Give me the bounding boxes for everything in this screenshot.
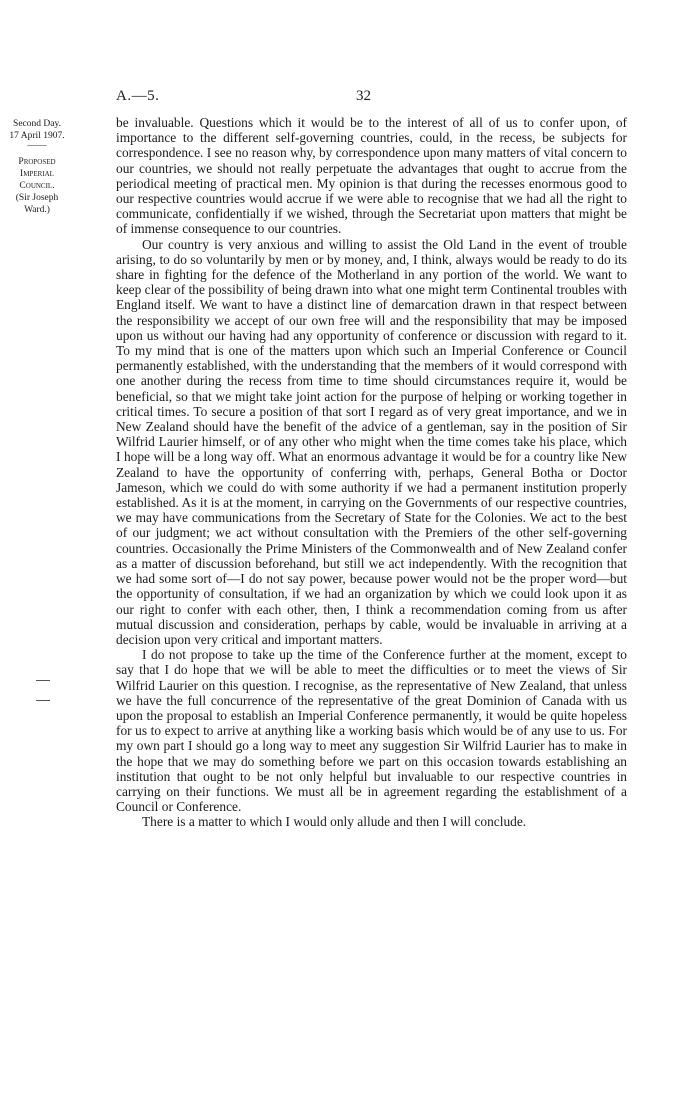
- paragraph: Our country is very anxious and willing to assist the Old Land in the event of trouble arising, to do so voluntarily by men or by money, and, I think, always would be ready to do its share in fighting for the defence of the Motherland in any portion of the world. We want to keep clear of the possibility of being drawn into what one might term Continental troubles with England itself. We want to have a distinct line of demarcation drawn in that respect between the responsibility we accept of our own free will and the responsibility that may be imposed upon us without our having had any opportunity of conference or discussion with regard to it. To my mind that is one of the matters upon which such an Imperial Conference or Council permanently established, with the understanding that the members of it would correspond with one another during the recess from time to time should circumstances require it, would be beneficial, so that we might take joint action for the purpose of helping or working together in critical times. To secure a position of that sort I regard as of very great importance, and we in New Zealand should have the benefit of the advice of a gentleman, say in the position of Sir Wilfrid Laurier himself, or of any other who might when the time comes take his place, which I hope will be a long way off. What an enormous advantage it would be for a country like New Zealand to have the opportunity of conferring with, perhaps, General Botha or Doctor Jameson, which we could do with some authority if we had a permanent institution properly established. As it is at the moment, in carrying on the Governments of our respective countries, we may have communications from the Secretary of State for the Colonies. We act to the best of our judgment; we act without consultation with the Premiers of the other self-governing countries. Occasionally the Prime Ministers of the Commonwealth and of New Zealand confer as a matter of discussion beforehand, but still we act independently. With the recognition that we had some sort of—I do not say power, because power would not be the proper word—but the opportunity of consultation, if we had an organization by which we could look upon it as our right to confer with each other, then, I think a recommendation coming from us after mutual discussion and consideration, perhaps by cable, would be invaluable in arriving at a decision upon very critical and important matters.: [116, 236, 627, 647]
- margin-day: Second Day.: [13, 119, 61, 129]
- margin-dash: [36, 680, 50, 681]
- margin-topic-line3: Council.: [19, 181, 55, 191]
- body-text: [116, 115, 627, 830]
- margin-notes: [4, 118, 70, 216]
- margin-date: 17 April 1907.: [9, 131, 65, 141]
- margin-dash: [36, 700, 50, 701]
- margin-topic-line2: Imperial: [20, 169, 54, 179]
- document-reference: A.—5.: [116, 88, 160, 104]
- margin-speaker-line1: (Sir Joseph: [15, 193, 59, 203]
- paragraph: be invaluable. Questions which it would be to the interest of all of us to confer upon, of importance to the different self-governing countries, could, in the recess, be subjects for correspondence. I see no reason why, by correspondence upon many matters of vital concern to our countries, we should not really perpetuate the advantages that ought to accrue from the periodical meeting of practical men. My opinion is that during the recesses enormous good to our respective countries would accrue if we were able to recognise that we had all the right to communicate, confidentially if we wished, through the Secretariat upon matters that might be of immense consequence to our countries.: [116, 115, 627, 237]
- margin-separator: ——: [27, 141, 47, 151]
- margin-topic-line1: Proposed: [18, 157, 56, 167]
- paragraph: There is a matter to which I would only allude and then I will conclude.: [142, 814, 527, 830]
- page-number: 32: [356, 88, 371, 104]
- margin-speaker-line2: Ward.): [24, 205, 50, 215]
- paragraph: I do not propose to take up the time of the Conference further at the moment, except to say that I do hope that we will be able to meet the difficulties or to meet the views of Sir Wilfrid Laurier on this question. I recognise, as the representative of New Zealand, that unless we have the full concurrence of the representative of the great Dominion of Canada with us upon the proposal to establish an Imperial Conference permanently, it would be quite hopeless for us to expect to arrive at anything like a working basis which would be of any use to us. For my own part I should go a long way to meet any suggestion Sir Wilfrid Laurier has to make in the hope that we may do something before we part on this occasion towards establishing an institution that ought to be not only helpful but invaluable to our respective countries in carrying on their functions. We must all be in agreement regarding the establishment of a Council or Conference.: [116, 647, 627, 815]
